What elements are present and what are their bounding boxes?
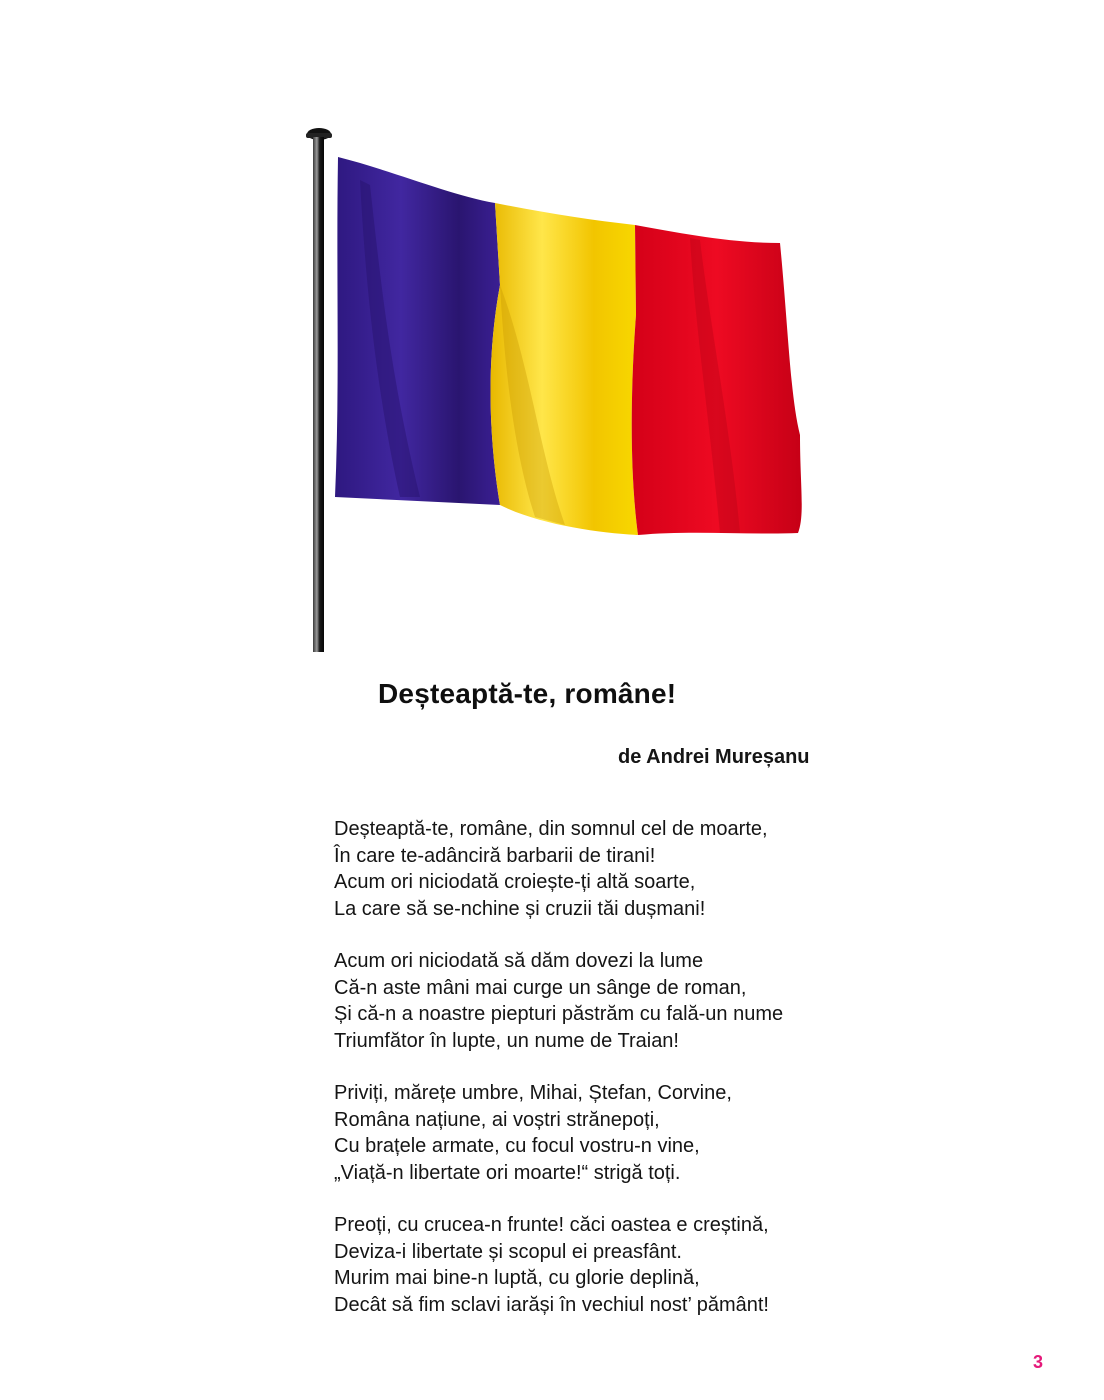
poem-title: Deșteaptă-te, române! (378, 678, 677, 709)
poem-line: Deșteaptă-te, române, din somnul cel de moarte, (334, 818, 768, 840)
poem-stanza (334, 816, 894, 922)
poem-line: Murim mai bine-n luptă, cu glorie deplină, (334, 1267, 700, 1289)
poem-line: Triumfător în lupte, un nume de Traian! (334, 1029, 679, 1052)
poem-line: „Viață-n libertate ori moarte!“ strigă toți. (334, 1161, 681, 1184)
poem-author: de Andrei Mureșanu (618, 746, 810, 768)
poem-line: Românа națiune, ai voștri strănepoți, (334, 1108, 660, 1131)
poem-line: Deviza-i libertate și scopul ei preasfânt. (334, 1240, 682, 1263)
poem-line: Acum ori niciodată să dăm dovezi la lume (334, 950, 704, 972)
page-number: 3 (1033, 1352, 1044, 1372)
poem-line: Acum ori niciodată croiește-ți altă soarte, (334, 871, 696, 893)
poem-stanza (334, 1080, 894, 1186)
poem-line: Preoți, cu crucea-n frunte! căci oastea e creștină, (334, 1214, 769, 1236)
flag-illustration (300, 125, 810, 655)
poem-stanza (334, 948, 894, 1054)
romanian-flag-icon (300, 125, 810, 655)
poem-body (334, 816, 894, 1344)
poem-line: Decât să fim sclavi iarăși în vechiul nost’ pământ! (334, 1293, 769, 1316)
poem-line: Că-n aste mâni mai curge un sânge de roman, (334, 976, 747, 999)
poem-line: Priviți, mărețe umbre, Mihai, Ștefan, Corvine, (334, 1082, 732, 1104)
poem-line: Cu brațele armate, cu focul vostru-n vine, (334, 1135, 700, 1157)
poem-line: Și că-n a noastre piepturi păstrăm cu fală-un nume (334, 1003, 784, 1025)
poem-line: În care te-adânciră barbarii de tirani! (334, 844, 656, 867)
poem-stanza (334, 1212, 894, 1318)
poem-line: La care să se-nchine și cruzii tăi dușmani! (334, 897, 706, 920)
